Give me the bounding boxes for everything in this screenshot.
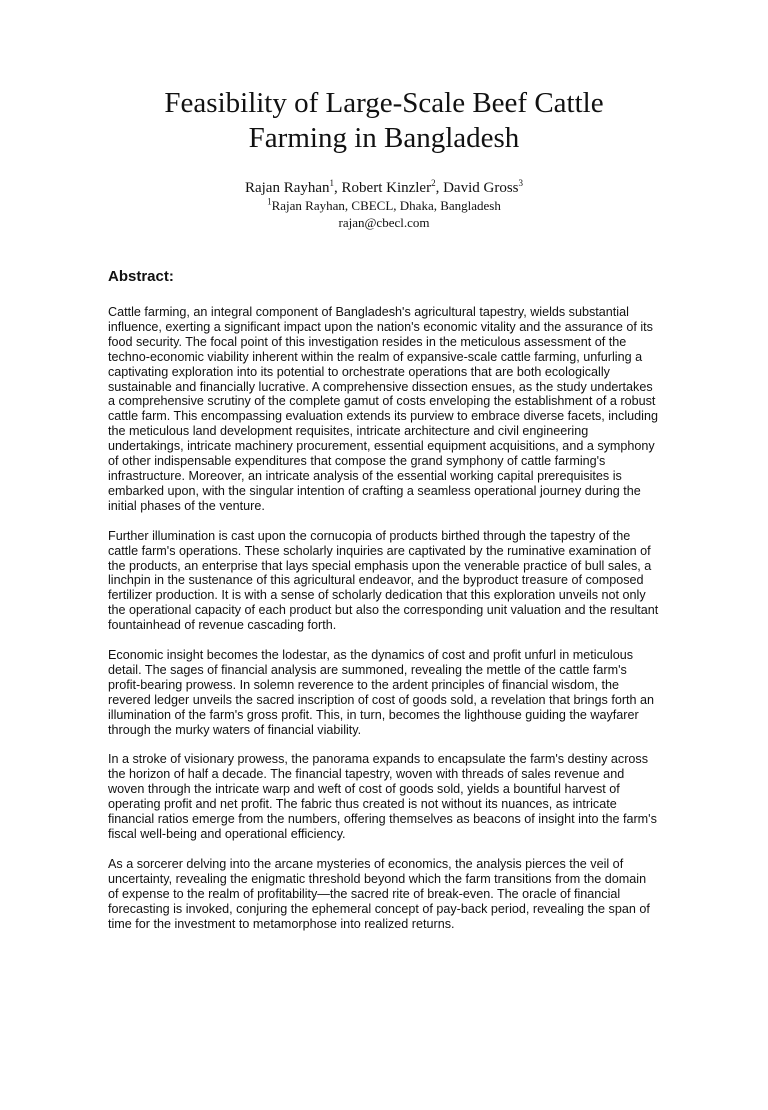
title-line-2: Farming in Bangladesh — [248, 122, 520, 154]
affiliation — [108, 197, 660, 214]
author-superscript: 3 — [518, 178, 524, 188]
abstract-paragraph: Further illumination is cast upon the cornucopia of products birthed through the tapestry of the cattle farm's operations. These scholarly inquiries are captivated by the ruminative examination of the products, an enterprise that lays special emphasis upon the venerable practice of bull sales, a linchpin in the sustenance of this agricultural endeavor, and the byproduct treasure of composed fertilizer production. It is with a sense of scholarly dedication that this exploration unveils not only the operational capacity of each product but also the corresponding unit valuation and the resultant fountainhead of revenue cascading forth. — [108, 528, 659, 633]
paper-page — [0, 86, 768, 1110]
abstract-body — [108, 305, 660, 931]
author-name: David Gross — [443, 180, 519, 196]
abstract-paragraph: Cattle farming, an integral component of Bangladesh's agricultural tapestry, wields substantial influence, exerting a significant impact upon the nation's economic vitality and the assurance of its food security. The focal point of this investigation resides in the meticulous assessment of the techno-economic viability inherent within the realm of expansive-scale cattle farming, unfurling a captivating exploration into its potential to orchestrate operations that are both ecologically sustainable and financially lucrative. A comprehensive dissection ensues, as the study undertakes a comprehensive scrutiny of the complete gamut of costs enveloping the establishment of a robust cattle farm. This encompassing evaluation extends its purview to embrace diverse facets, including the meticulous land development requisites, intricate architecture and civil engineering undertakings, intricate machinery procurement, essential equipment acquisitions, and a symphony of other indispensable expenditures that compose the grand symphony of cattle farming's infrastructure. Moreover, an intricate analysis of the essential working capital prerequisites is embarked upon, with the singular intention of crafting a seamless operational journey during the initial phases of the venture. — [108, 305, 658, 513]
author-email: rajan@cbecl.com — [338, 215, 430, 230]
affiliation-text: Rajan Rayhan, CBECL, Dhaka, Bangladesh — [271, 198, 501, 213]
abstract-paragraph: As a sorcerer delving into the arcane mysteries of economics, the analysis pierces the veil of uncertainty, revealing the enigmatic threshold beyond which the farm transitions from the domain of expense to the realm of profitability—the sacred rite of break-even. The oracle of financial forecasting is invoked, conjuring the ephemeral concept of pay-back period, revealing the span of time for the investment to metamorphose into realized returns. — [108, 856, 650, 931]
title-line-1: Feasibility of Large-Scale Beef Cattle — [164, 87, 604, 119]
author-separator: , — [334, 180, 342, 196]
author-name: Rajan Rayhan — [244, 180, 330, 196]
author-superscript: 1 — [329, 178, 335, 188]
author-name: Robert Kinzler — [341, 180, 432, 196]
author-list — [108, 179, 660, 197]
affiliation-superscript: 1 — [267, 196, 272, 207]
abstract-paragraph: In a stroke of visionary prowess, the panorama expands to encapsulate the farm's destiny across the horizon of half a decade. The financial tapestry, woven with threads of sales revenue and woven through the intricate warp and weft of cost of goods sold, yields a bountiful harvest of operating profit and net profit. The fabric thus created is not without its nuances, as intricate financial ratios emerge from the numbers, offering themselves as beacons of insight into the farm's fiscal well-being and operational efficiency. — [108, 752, 657, 841]
paper-title — [108, 86, 660, 156]
abstract-heading: Abstract: — [108, 268, 174, 285]
author-separator: , — [435, 180, 444, 196]
abstract-paragraph: Economic insight becomes the lodestar, as the dynamics of cost and profit unfurl in meticulous detail. The sages of financial analysis are summoned, revealing the mettle of the cattle farm's profit-bearing prowess. In solemn reverence to the ardent principles of financial wisdom, the revered ledger unveils the sacred inscription of cost of goods sold, a revelation that brings forth an illumination of the farm's gross profit. This, in turn, becomes the lighthouse guiding the wayfarer through the murky waters of financial viability. — [108, 648, 655, 737]
author-superscript: 2 — [431, 178, 436, 188]
